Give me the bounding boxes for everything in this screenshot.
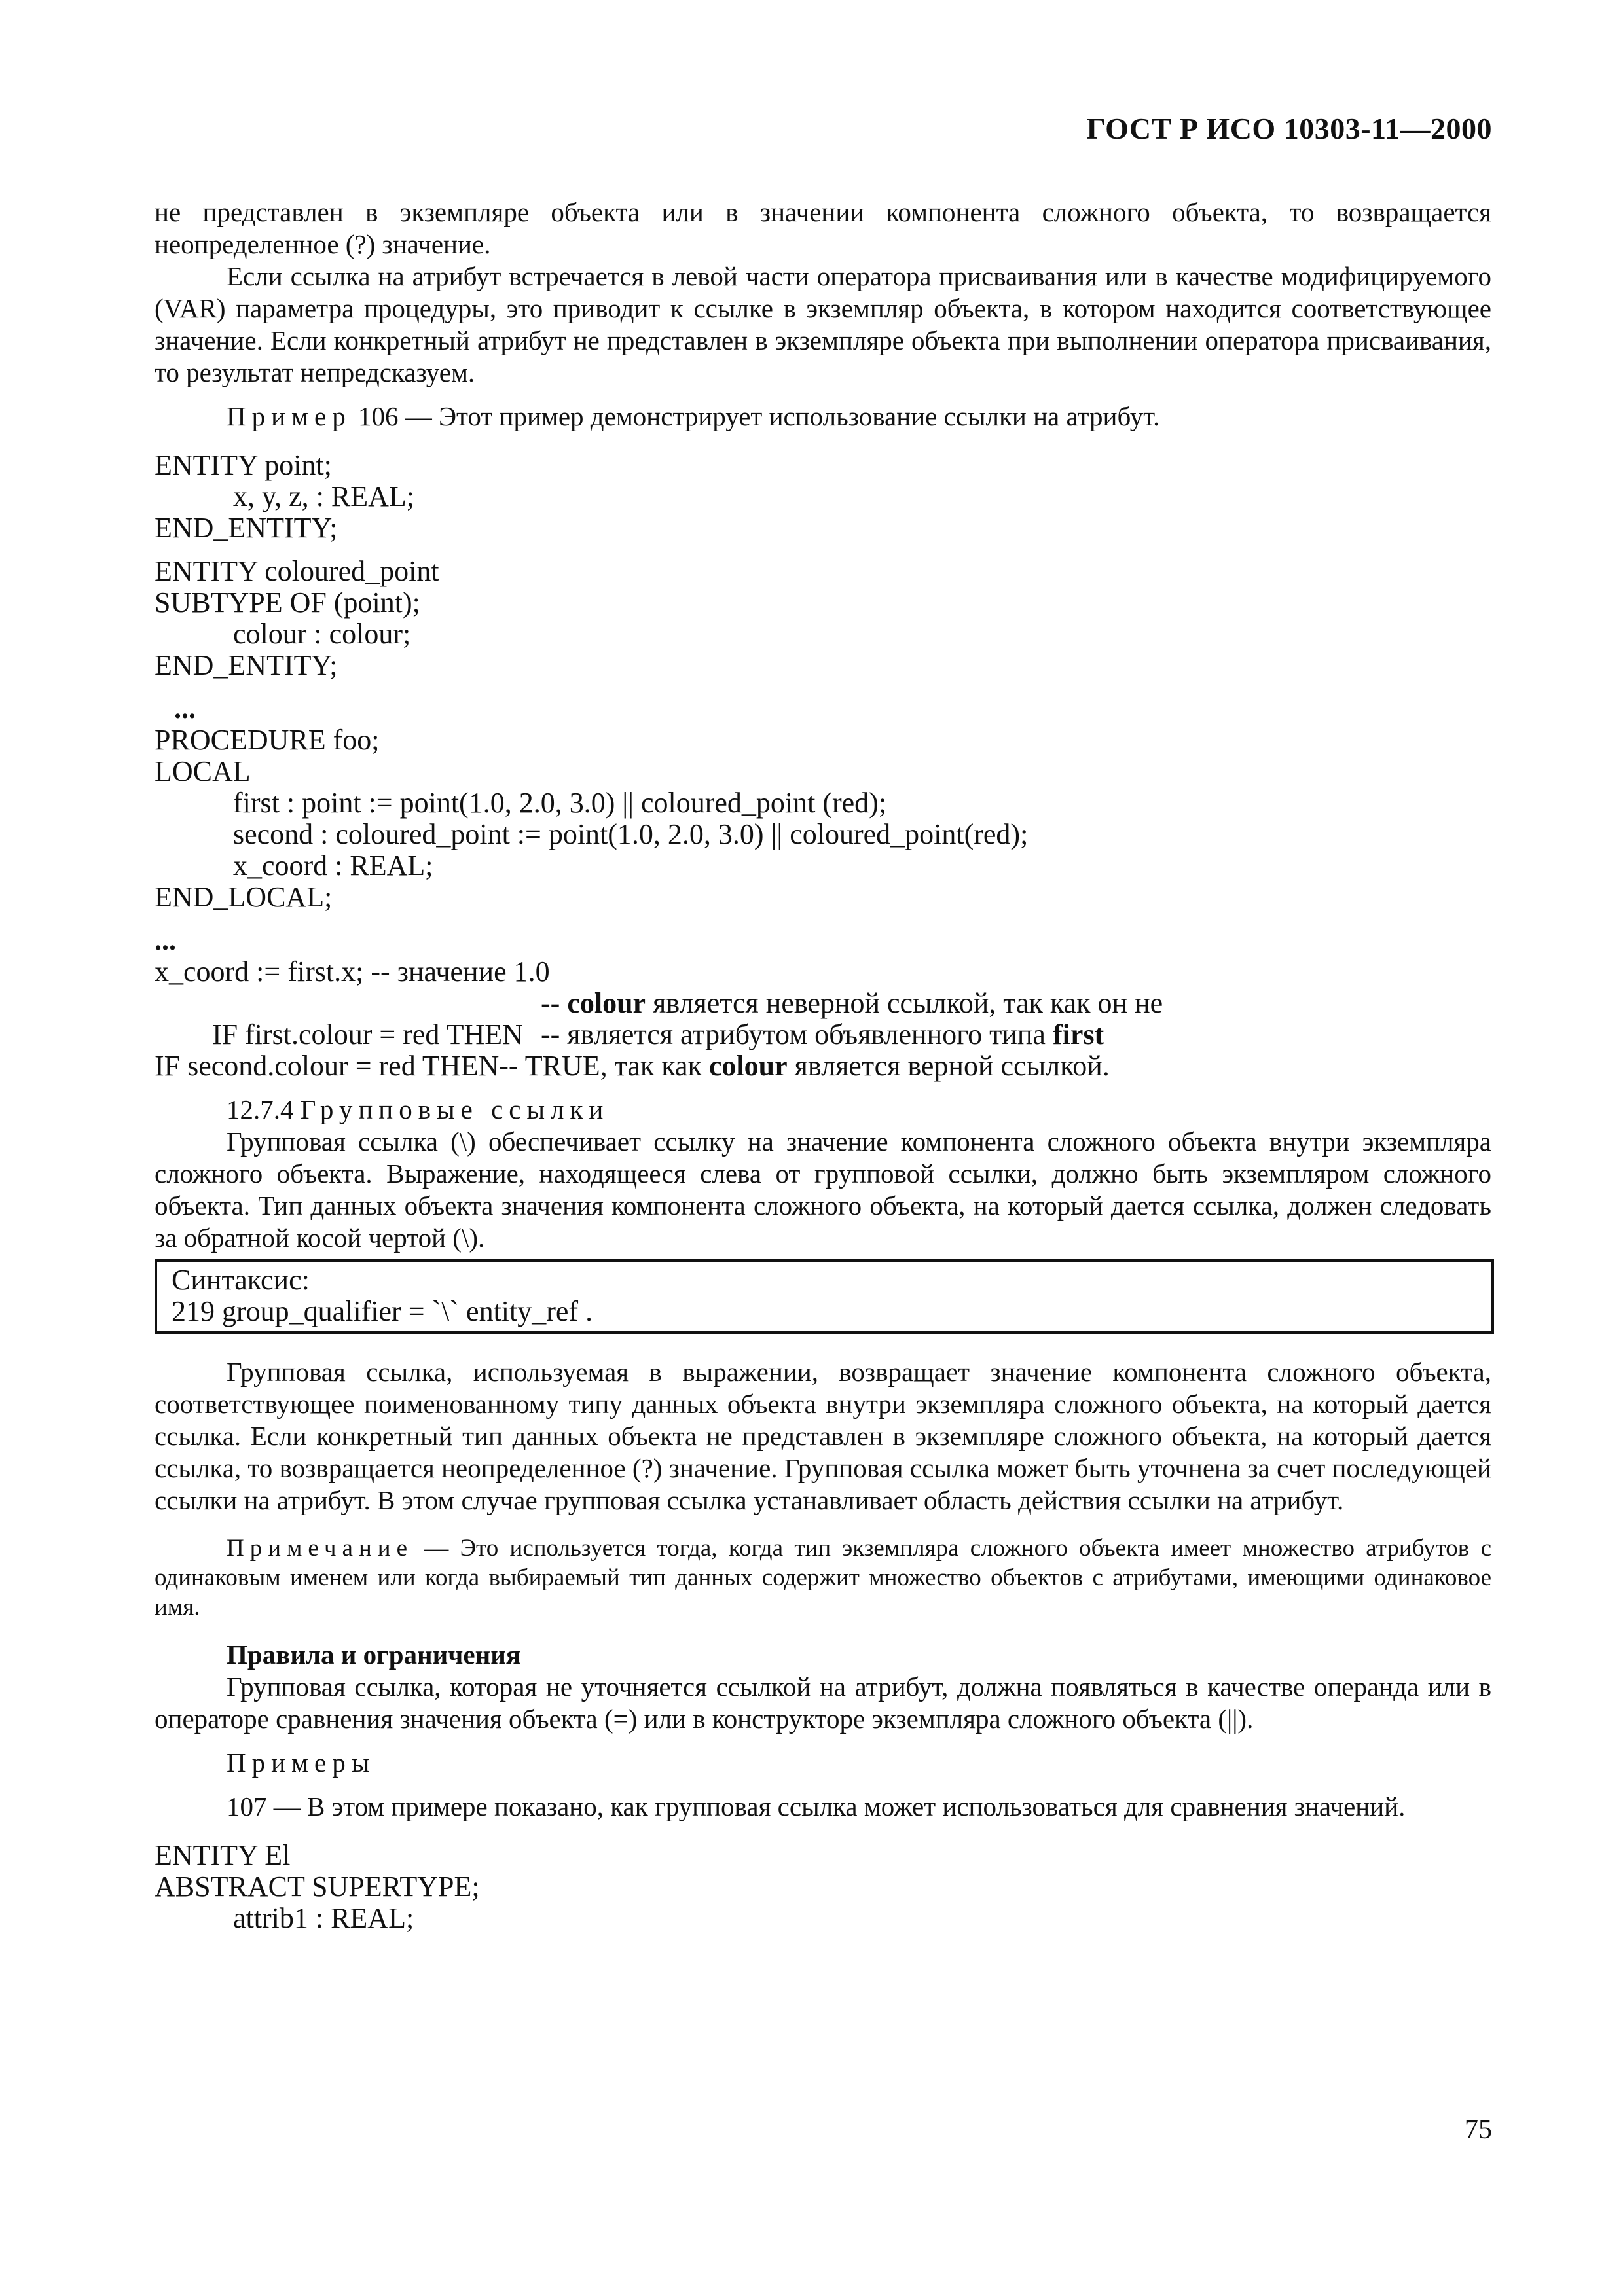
code-line: ENTITY point;	[155, 449, 332, 481]
code-line: first : point := point(1.0, 2.0, 3.0) || coloured_point (red);	[233, 787, 887, 819]
code-statement: IF first.colour = red THEN	[212, 1018, 523, 1050]
syntax-label: Синтаксис:	[172, 1264, 310, 1296]
paragraph-6: 107 — В этом примере показано, как групповая ссылка может использоваться для сравнения значений.	[227, 1791, 1406, 1821]
section-number: 12.7.4	[227, 1094, 301, 1124]
code-line: ABSTRACT SUPERTYPE;	[155, 1871, 480, 1903]
example-106-caption	[155, 401, 1491, 433]
paragraph-2: Если ссылка на атрибут встречается в левой части оператора присваивания или в качестве модифицируемого (VAR) параметра процедуры, это приводит к ссылке в экземпляр объекта, в котором находится соответствующее значение. Если конкретный атрибут не представлен в экземпляре объекта при выполнении оператора присваивания, то результат непредсказуем.	[155, 261, 1491, 387]
section-title: Групповые ссылки	[300, 1094, 610, 1124]
standard-header: ГОСТ Р ИСО 10303-11—2000	[1086, 112, 1492, 145]
example-106-text: 106 — Этот пример демонстрирует использование ссылки на атрибут.	[351, 401, 1160, 431]
section-heading	[155, 1094, 1491, 1126]
code-line-comment	[155, 1019, 1491, 1050]
code-line: END_ENTITY;	[155, 512, 338, 544]
code-line: END_LOCAL;	[155, 881, 333, 913]
code-line: attrib1 : REAL;	[233, 1902, 414, 1934]
code-line-comment: IF second.colour = red THEN-- TRUE, так как colour является верной ссылкой.	[155, 1050, 1110, 1082]
code-line: x_coord := first.x; -- значение 1.0	[155, 956, 550, 988]
examples-label: Примеры	[227, 1748, 376, 1778]
code-line: END_ENTITY;	[155, 649, 338, 681]
code-line: SUBTYPE OF (point);	[155, 586, 420, 619]
note-text: — Это используется тогда, когда тип экземпляра сложного объекта имеет множество атрибутов с одинаковым именем или когда выбираемый тип данных содержит множество объектов с атрибутами, имеющими одинаковое имя.	[155, 1535, 1491, 1621]
syntax-rule: 219 group_qualifier = `\` entity_ref .	[172, 1295, 593, 1327]
code-comment: -- является атрибутом объявленного типа first	[541, 1018, 1104, 1050]
code-line: PROCEDURE foo;	[155, 724, 380, 756]
paragraph-5: Групповая ссылка, которая не уточняется ссылкой на атрибут, должна появляться в качестве операнда или в операторе сравнения значения объекта (=) или в конструкторе экземпляра сложного объекта (||).	[155, 1672, 1491, 1734]
syntax-box	[155, 1259, 1494, 1334]
code-line: second : coloured_point := point(1.0, 2.0, 3.0) || coloured_point(red);	[233, 818, 1029, 850]
rules-heading: Правила и ограничения	[227, 1640, 520, 1670]
paragraph-1: не представлен в экземпляре объекта или в значении компонента сложного объекта, то возвращается неопределенное (?) значение.	[155, 197, 1491, 259]
example-label: Пример	[227, 401, 352, 431]
code-block-1	[155, 450, 1491, 1082]
code-ellipsis: ...	[174, 692, 196, 725]
page-number: 75	[1465, 2115, 1492, 2145]
code-line: ENTITY El	[155, 1839, 291, 1871]
note-label: Примечание	[227, 1535, 413, 1562]
code-comment: -- colour является неверной ссылкой, так как он не	[541, 987, 1163, 1019]
code-line: colour : colour;	[233, 618, 411, 650]
code-line: x_coord : REAL;	[233, 850, 433, 882]
code-line: ENTITY coloured_point	[155, 555, 439, 587]
code-line: x, y, z, : REAL;	[233, 480, 414, 512]
code-block-2	[155, 1840, 1491, 1934]
page-body	[155, 196, 1491, 1934]
paragraph-4: Групповая ссылка, используемая в выражении, возвращает значение компонента сложного объекта, соответствующее поименованному типу данных объекта внутри экземпляра сложного объекта, на который дается ссылка. Если конкретный тип данных объекта не представлен в экземпляре сложного объекта, на который дается ссылка, то возвращается неопределенное (?) значение. Групповая ссылка может быть уточнена за счет последующей ссылки на атрибут. В этом случае групповая ссылка устанавливает область действия ссылки на атрибут.	[155, 1357, 1491, 1515]
code-line: LOCAL	[155, 755, 251, 787]
note	[155, 1534, 1491, 1622]
code-ellipsis: ...	[155, 924, 176, 956]
paragraph-3: Групповая ссылка (\) обеспечивает ссылку на значение компонента сложного объекта внутри экземпляра сложного объекта. Выражение, находящееся слева от групповой ссылки, должно быть экземпляром сложного объекта. Тип данных объекта значения компонента сложного объекта, на который дается ссылка, должен следовать за обратной косой чертой (\).	[155, 1126, 1491, 1253]
